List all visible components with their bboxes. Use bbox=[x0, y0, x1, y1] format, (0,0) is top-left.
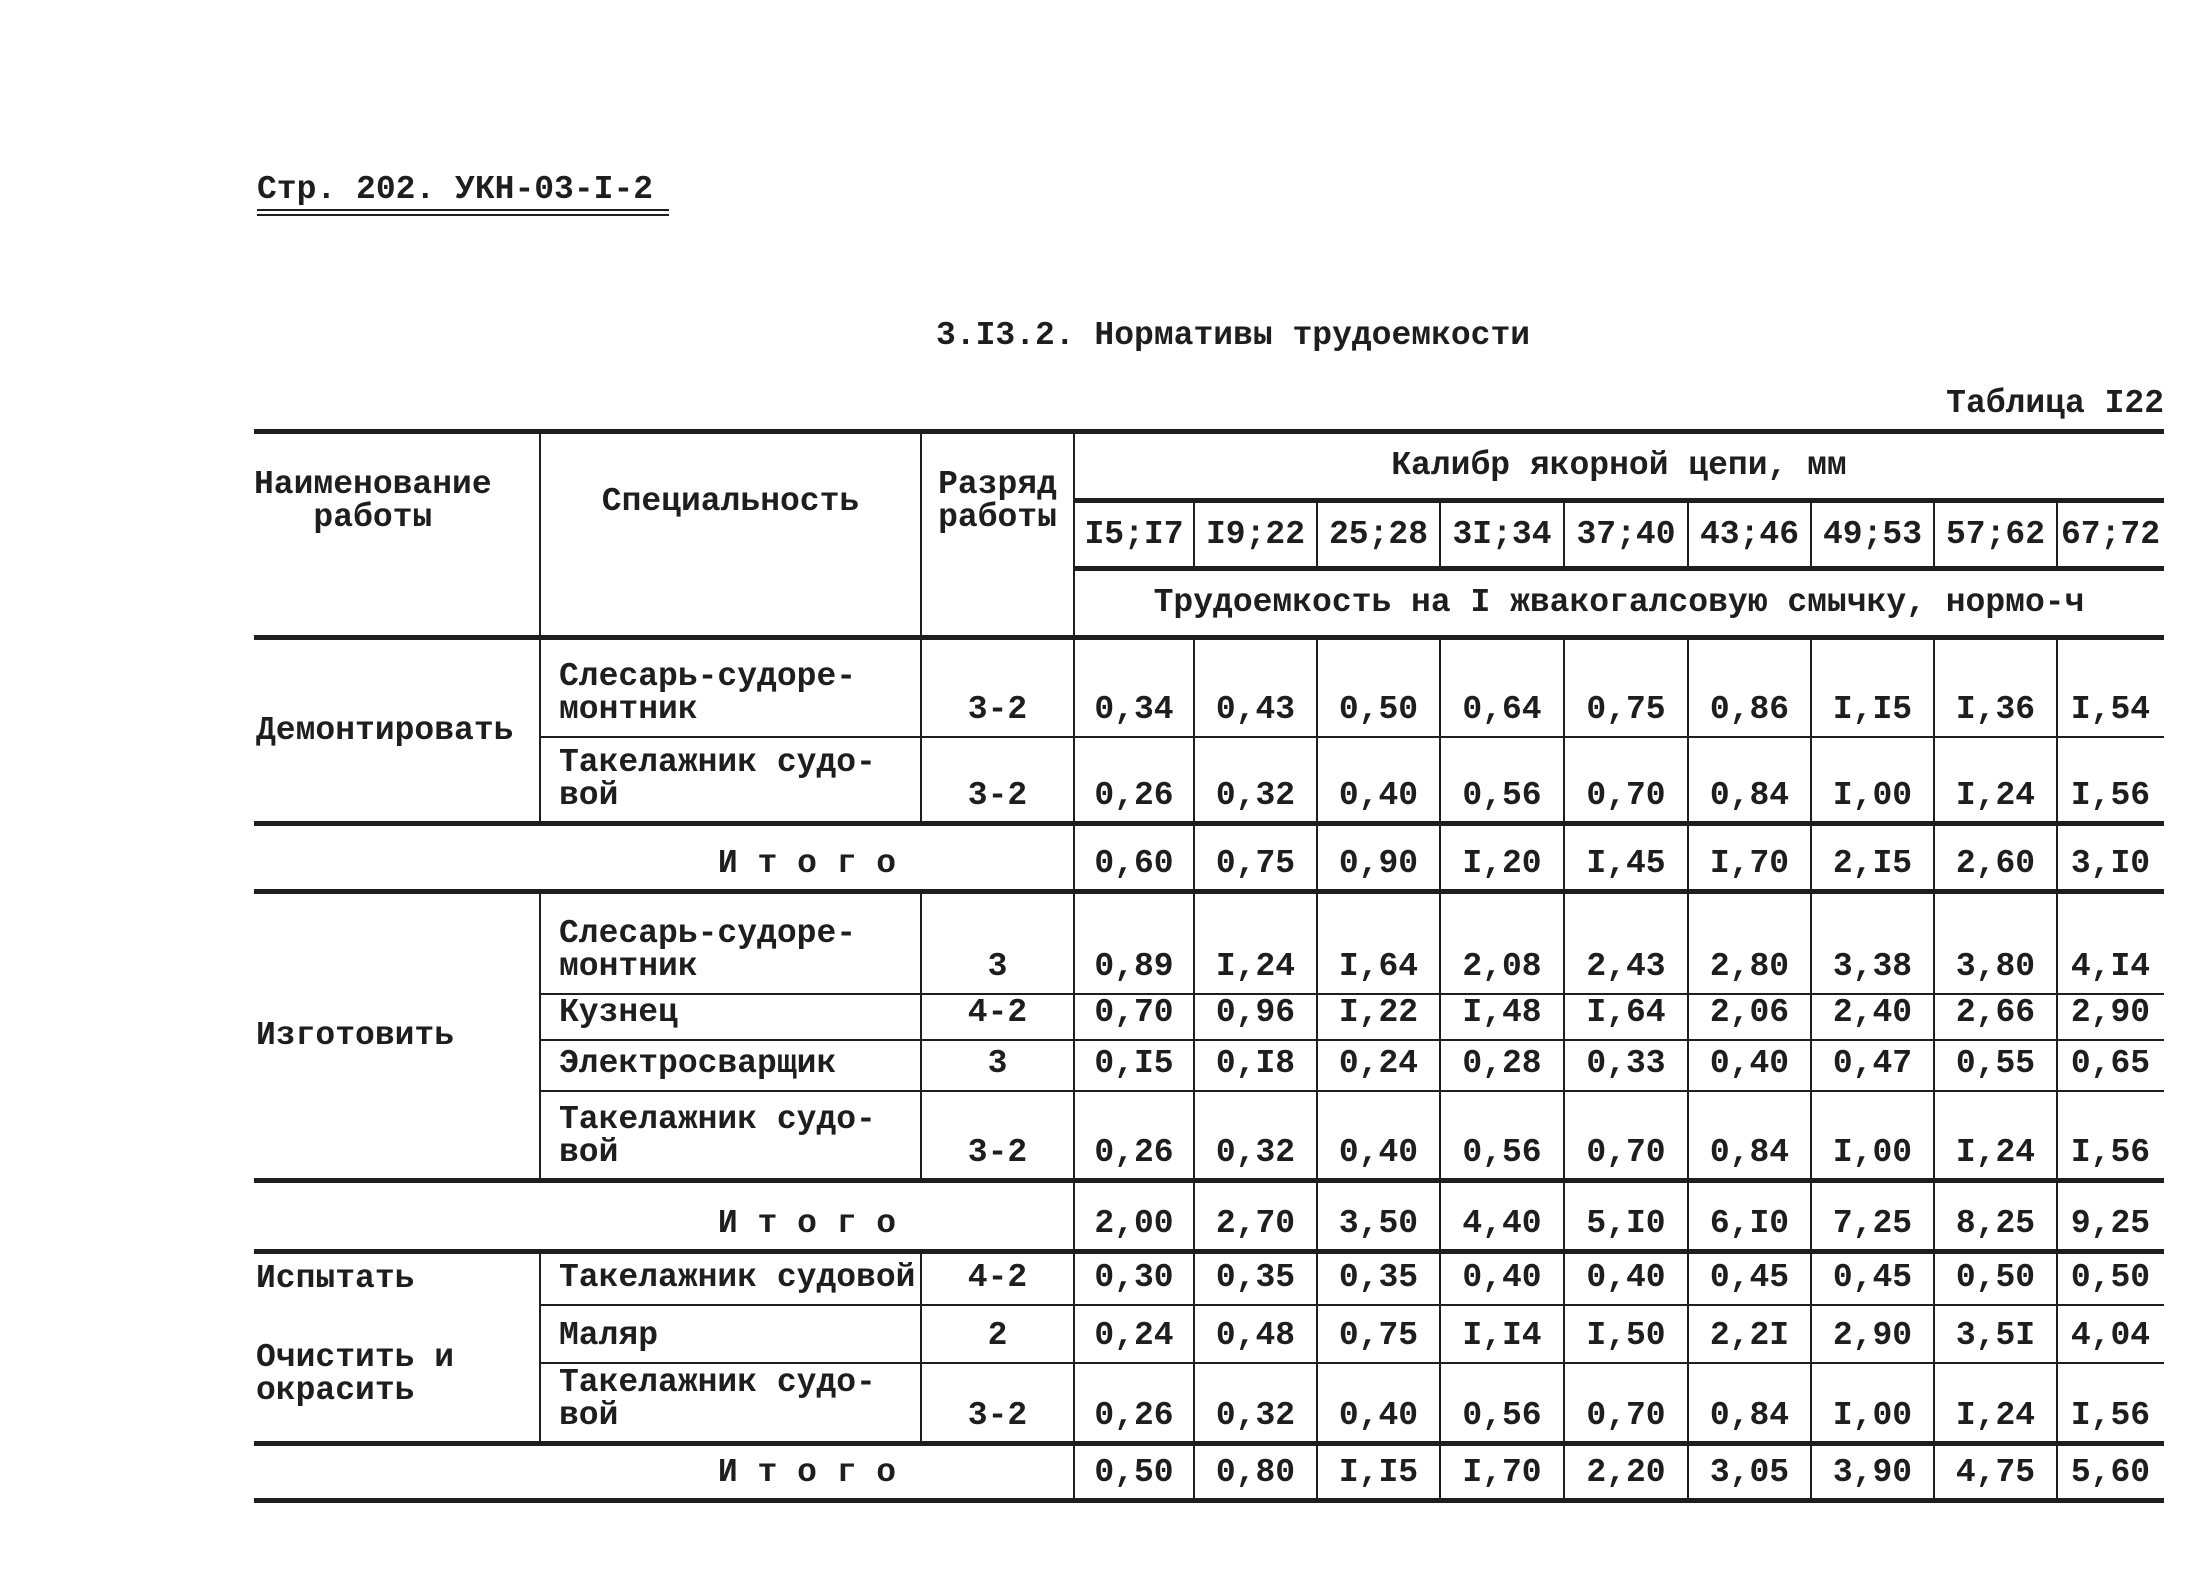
header-caliber: I9;22 bbox=[1205, 515, 1306, 553]
labor-value-cell: 2,06 bbox=[1709, 994, 1790, 1031]
total-value-cell: 0,50 bbox=[1094, 1454, 1174, 1491]
grade-cell: 2 bbox=[987, 1317, 1008, 1354]
specialty-cell: Кузнец bbox=[559, 994, 678, 1031]
labor-value-cell: 0,75 bbox=[1586, 691, 1666, 728]
labor-value-cell: 2,2I bbox=[1709, 1317, 1790, 1354]
vertical-rule bbox=[1563, 500, 1565, 568]
total-value-cell: 2,00 bbox=[1094, 1205, 1174, 1242]
labor-value-cell: 0,26 bbox=[1094, 1134, 1174, 1171]
total-value-cell: 0,90 bbox=[1338, 845, 1419, 882]
labor-value-cell: 4,I4 bbox=[2070, 948, 2151, 985]
horizontal-rule bbox=[1074, 498, 2164, 503]
labor-value-cell: 0,24 bbox=[1094, 1317, 1174, 1354]
total-value-cell: 3,05 bbox=[1709, 1454, 1790, 1491]
grade-cell: 4-2 bbox=[967, 994, 1028, 1031]
labor-value-cell: 0,I8 bbox=[1215, 1045, 1296, 1082]
labor-value-cell: I,24 bbox=[1215, 948, 1296, 985]
page-header: Стр. 202. УКН-03-I-2 bbox=[257, 171, 669, 216]
total-value-cell: 0,80 bbox=[1215, 1454, 1296, 1491]
labor-value-cell: 0,40 bbox=[1586, 1259, 1666, 1296]
labor-value-cell: 2,08 bbox=[1462, 948, 1542, 985]
specialty-cell: Такелажник судовой bbox=[559, 1259, 916, 1296]
labor-value-cell: 0,70 bbox=[1586, 1397, 1666, 1434]
labor-value-cell: I,24 bbox=[1955, 1134, 2036, 1171]
total-value-cell: 5,I0 bbox=[1586, 1205, 1666, 1242]
labor-value-cell: 2,90 bbox=[2070, 994, 2151, 1031]
specialty-cell: Слесарь-судоре- монтник bbox=[559, 658, 857, 728]
horizontal-rule bbox=[254, 1498, 2164, 1503]
labor-value-cell: 0,89 bbox=[1094, 948, 1174, 985]
labor-value-cell: 3,38 bbox=[1832, 948, 1913, 985]
work-name-cell: Испытать bbox=[256, 1259, 415, 1297]
labor-value-cell: 0,I5 bbox=[1094, 1045, 1174, 1082]
vertical-rule bbox=[920, 637, 922, 737]
labor-value-cell: 0,50 bbox=[2070, 1259, 2151, 1296]
labor-value-cell: 0,70 bbox=[1094, 994, 1174, 1031]
labor-value-cell: I,56 bbox=[2070, 777, 2151, 814]
total-value-cell: I,I5 bbox=[1338, 1454, 1419, 1491]
labor-value-cell: 0,32 bbox=[1215, 1134, 1296, 1171]
labor-value-cell: 0,48 bbox=[1215, 1317, 1296, 1354]
labor-value-cell: 0,84 bbox=[1709, 1397, 1790, 1434]
labor-value-cell: 0,32 bbox=[1215, 1397, 1296, 1434]
vertical-rule bbox=[920, 1363, 922, 1443]
vertical-rule bbox=[920, 737, 922, 823]
labor-value-cell: 0,33 bbox=[1586, 1045, 1666, 1082]
labor-value-cell: 4,04 bbox=[2070, 1317, 2151, 1354]
specialty-cell: Электросварщик bbox=[559, 1045, 837, 1082]
specialty-cell: Маляр bbox=[559, 1317, 659, 1354]
grade-cell: 4-2 bbox=[967, 1259, 1028, 1296]
table-label: Таблица I22 bbox=[1946, 385, 2164, 422]
labor-value-cell: 3,5I bbox=[1955, 1317, 2036, 1354]
specialty-cell: Такелажник судо- вой bbox=[559, 744, 876, 814]
total-value-cell: 2,70 bbox=[1215, 1205, 1296, 1242]
labor-value-cell: 0,47 bbox=[1832, 1045, 1913, 1082]
specialty-cell: Такелажник судо- вой bbox=[559, 1364, 876, 1434]
labor-value-cell: 0,32 bbox=[1215, 777, 1296, 814]
vertical-rule bbox=[1316, 500, 1318, 568]
vertical-rule bbox=[1810, 500, 1812, 568]
header-caliber: I5;I7 bbox=[1084, 515, 1184, 553]
labor-value-cell: 0,86 bbox=[1709, 691, 1790, 728]
work-name-cell: Изготовить bbox=[256, 1017, 455, 1054]
labor-value-cell: I,00 bbox=[1832, 1397, 1913, 1434]
vertical-rule bbox=[1933, 500, 1935, 568]
labor-value-cell: 0,40 bbox=[1338, 777, 1419, 814]
total-label: И т о г о bbox=[717, 845, 897, 882]
total-value-cell: 3,I0 bbox=[2070, 845, 2151, 882]
labor-value-cell: 0,26 bbox=[1094, 777, 1174, 814]
labor-value-cell: 2,40 bbox=[1832, 994, 1913, 1031]
horizontal-rule bbox=[1074, 566, 2164, 571]
specialty-cell: Слесарь-судоре- монтник bbox=[559, 915, 857, 985]
vertical-rule bbox=[920, 431, 922, 637]
header-caliber: 49;53 bbox=[1822, 515, 1923, 553]
labor-value-cell: 0,24 bbox=[1338, 1045, 1419, 1082]
header-caliber: 57;62 bbox=[1945, 515, 2046, 553]
total-value-cell: 9,25 bbox=[2070, 1205, 2151, 1242]
labor-value-cell: 0,30 bbox=[1094, 1259, 1174, 1296]
header-grade: Разряд работы bbox=[938, 466, 1057, 536]
total-value-cell: 0,75 bbox=[1215, 845, 1296, 882]
labor-value-cell: 0,56 bbox=[1462, 1397, 1542, 1434]
labor-value-cell: 0,35 bbox=[1338, 1259, 1419, 1296]
grade-cell: 3-2 bbox=[967, 1397, 1028, 1434]
grade-cell: 3-2 bbox=[967, 1134, 1028, 1171]
labor-value-cell: 0,43 bbox=[1215, 691, 1296, 728]
total-value-cell: 4,40 bbox=[1462, 1205, 1542, 1242]
vertical-rule bbox=[1687, 500, 1689, 568]
labor-value-cell: I,48 bbox=[1462, 994, 1542, 1031]
labor-value-cell: I,56 bbox=[2070, 1134, 2151, 1171]
work-name-cell: Демонтировать bbox=[256, 711, 514, 749]
total-value-cell: 4,75 bbox=[1955, 1454, 2036, 1491]
labor-value-cell: I,I4 bbox=[1462, 1317, 1542, 1354]
labor-value-cell: 0,84 bbox=[1709, 1134, 1790, 1171]
total-value-cell: 2,20 bbox=[1586, 1454, 1666, 1491]
header-caliber: 25;28 bbox=[1328, 515, 1429, 553]
labor-value-cell: 0,84 bbox=[1709, 777, 1790, 814]
total-value-cell: I,20 bbox=[1462, 845, 1542, 882]
grade-cell: 3-2 bbox=[967, 777, 1028, 814]
labor-value-cell: 0,40 bbox=[1462, 1259, 1542, 1296]
labor-value-cell: I,64 bbox=[1338, 948, 1419, 985]
labor-value-cell: 0,70 bbox=[1586, 777, 1666, 814]
total-value-cell: 6,I0 bbox=[1709, 1205, 1790, 1242]
labor-value-cell: 0,75 bbox=[1338, 1317, 1419, 1354]
header-caliber: 43;46 bbox=[1699, 515, 1800, 553]
total-value-cell: 3,50 bbox=[1338, 1205, 1419, 1242]
total-value-cell: I,45 bbox=[1586, 845, 1666, 882]
labor-value-cell: 2,80 bbox=[1709, 948, 1790, 985]
total-value-cell: 2,I5 bbox=[1832, 845, 1913, 882]
labor-value-cell: 0,35 bbox=[1215, 1259, 1296, 1296]
labor-value-cell: 0,64 bbox=[1462, 691, 1542, 728]
labor-value-cell: 2,90 bbox=[1832, 1317, 1913, 1354]
labor-value-cell: I,24 bbox=[1955, 1397, 2036, 1434]
header-caliber: 3I;34 bbox=[1452, 515, 1552, 553]
header-specialty: Специальность bbox=[601, 482, 860, 520]
total-value-cell: 7,25 bbox=[1832, 1205, 1913, 1242]
header-caliber: 67;72 bbox=[2060, 515, 2161, 553]
section-title: 3.I3.2. Нормативы трудоемкости bbox=[936, 317, 1531, 354]
vertical-rule bbox=[1439, 500, 1441, 568]
total-label: И т о г о bbox=[717, 1454, 897, 1491]
grade-cell: 3 bbox=[987, 1045, 1008, 1082]
labor-value-cell: I,00 bbox=[1832, 777, 1913, 814]
grade-cell: 3 bbox=[987, 948, 1008, 985]
vertical-rule bbox=[920, 994, 922, 1040]
labor-value-cell: 0,55 bbox=[1955, 1045, 2036, 1082]
labor-value-cell: 0,34 bbox=[1094, 691, 1174, 728]
labor-value-cell: 0,45 bbox=[1832, 1259, 1913, 1296]
vertical-rule bbox=[920, 1251, 922, 1305]
labor-value-cell: 0,26 bbox=[1094, 1397, 1174, 1434]
header-caliber: 37;40 bbox=[1576, 515, 1676, 553]
work-name-cell: Очистить и окрасить bbox=[256, 1339, 455, 1409]
grade-cell: 3-2 bbox=[967, 691, 1028, 728]
total-value-cell: 8,25 bbox=[1955, 1205, 2036, 1242]
labor-value-cell: I,36 bbox=[1955, 691, 2036, 728]
labor-value-cell: 0,40 bbox=[1338, 1397, 1419, 1434]
labor-value-cell: 2,66 bbox=[1955, 994, 2036, 1031]
labor-value-cell: 0,65 bbox=[2070, 1045, 2151, 1082]
labor-value-cell: I,24 bbox=[1955, 777, 2036, 814]
labor-value-cell: I,64 bbox=[1586, 994, 1666, 1031]
labor-value-cell: 0,56 bbox=[1462, 777, 1542, 814]
header-work-name: Наименование работы bbox=[254, 466, 492, 536]
total-value-cell: I,70 bbox=[1462, 1454, 1542, 1491]
labor-value-cell: 2,43 bbox=[1586, 948, 1666, 985]
labor-value-cell: I,22 bbox=[1338, 994, 1419, 1031]
labor-value-cell: 3,80 bbox=[1955, 948, 2036, 985]
labor-value-cell: I,50 bbox=[1586, 1317, 1666, 1354]
vertical-rule bbox=[1193, 500, 1195, 568]
labor-value-cell: I,I5 bbox=[1832, 691, 1913, 728]
vertical-rule bbox=[2056, 500, 2058, 568]
labor-value-cell: 0,28 bbox=[1462, 1045, 1542, 1082]
labor-value-cell: 0,50 bbox=[1955, 1259, 2036, 1296]
labor-value-cell: 0,50 bbox=[1338, 691, 1419, 728]
labor-value-cell: I,54 bbox=[2070, 691, 2151, 728]
labor-value-cell: 0,45 bbox=[1709, 1259, 1790, 1296]
total-value-cell: I,70 bbox=[1709, 845, 1790, 882]
header-caliber-group: Калибр якорной цепи, мм bbox=[1391, 447, 1847, 484]
vertical-rule bbox=[920, 1040, 922, 1091]
vertical-rule bbox=[920, 891, 922, 994]
labor-value-cell: I,56 bbox=[2070, 1397, 2151, 1434]
total-value-cell: 3,90 bbox=[1832, 1454, 1913, 1491]
total-value-cell: 5,60 bbox=[2070, 1454, 2151, 1491]
labor-value-cell: 0,56 bbox=[1462, 1134, 1542, 1171]
total-value-cell: 2,60 bbox=[1955, 845, 2036, 882]
total-label: И т о г о bbox=[717, 1205, 897, 1242]
vertical-rule bbox=[539, 431, 541, 637]
labor-value-cell: 0,40 bbox=[1709, 1045, 1790, 1082]
labor-value-cell: I,00 bbox=[1832, 1134, 1913, 1171]
vertical-rule bbox=[920, 1305, 922, 1363]
header-unit: Трудоемкость на I жвакогалсовую смычку, нормо-ч bbox=[1153, 584, 2085, 621]
labor-value-cell: 0,96 bbox=[1215, 994, 1296, 1031]
labor-value-cell: 0,40 bbox=[1338, 1134, 1419, 1171]
specialty-cell: Такелажник судо- вой bbox=[559, 1101, 876, 1171]
total-value-cell: 0,60 bbox=[1094, 845, 1174, 882]
labor-value-cell: 0,70 bbox=[1586, 1134, 1666, 1171]
vertical-rule bbox=[920, 1091, 922, 1180]
